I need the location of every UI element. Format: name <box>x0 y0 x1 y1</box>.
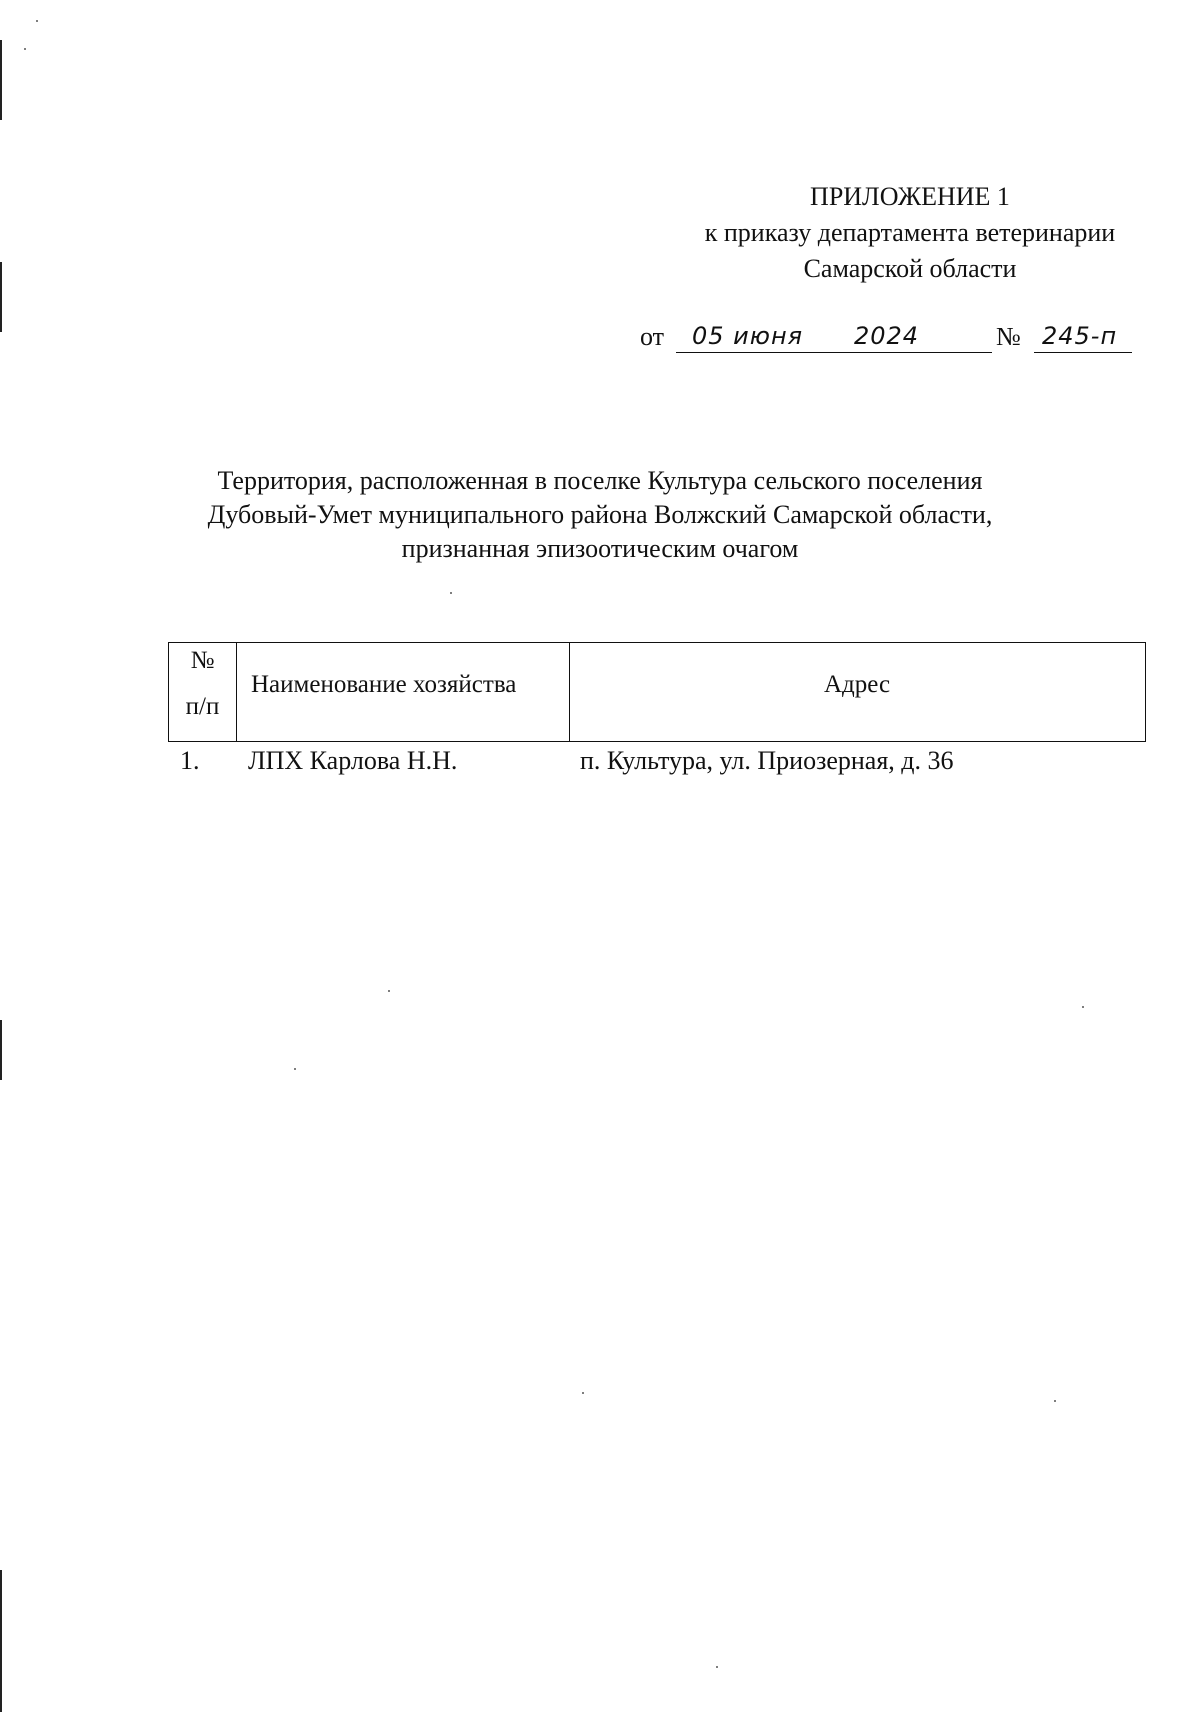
annex-region: Самарской области <box>803 254 1017 283</box>
scan-edge-mark <box>0 1570 2 1712</box>
title-line: Территория, расположенная в поселке Культура сельского поселения <box>217 466 983 495</box>
from-label: от <box>640 322 665 351</box>
header-farm-name: Наименование хозяйства <box>251 671 517 698</box>
scan-edge-mark <box>0 262 2 332</box>
document-title <box>100 464 1100 566</box>
handwritten-number: 245-п <box>1042 322 1118 350</box>
annex-title: ПРИЛОЖЕНИЕ 1 <box>810 182 1010 211</box>
header-num-symbol: № <box>190 647 215 674</box>
header-address: Адрес <box>823 671 891 698</box>
scan-speck <box>1054 1400 1056 1402</box>
scan-speck <box>388 990 390 992</box>
handwritten-year: 2024 <box>854 322 920 350</box>
scan-speck <box>294 1068 296 1070</box>
row-farm-name: ЛПХ Карлова Н.Н. <box>248 746 458 775</box>
farms-table <box>168 642 1146 742</box>
title-line: Дубовый-Умет муниципального района Волжский Самарской области, <box>207 500 993 529</box>
title-line: признанная эпизоотическим очагом <box>401 534 799 563</box>
scan-speck <box>1082 1006 1084 1008</box>
scan-edge-mark <box>0 40 2 120</box>
header-num-label: п/п <box>185 693 220 720</box>
annex-subtitle: к приказу департамента ветеринарии <box>704 218 1116 247</box>
scan-speck <box>582 1392 584 1394</box>
scan-speck <box>36 20 38 22</box>
scan-speck <box>24 48 26 50</box>
number-label: № <box>996 322 1021 351</box>
scan-speck <box>450 592 452 594</box>
scan-edge-mark <box>0 1020 2 1080</box>
column-divider <box>236 643 237 741</box>
row-number: 1. <box>180 746 200 775</box>
handwritten-date: 05 июня <box>692 322 804 350</box>
row-address: п. Культура, ул. Приозерная, д. 36 <box>580 746 954 775</box>
scan-speck <box>716 1666 718 1668</box>
